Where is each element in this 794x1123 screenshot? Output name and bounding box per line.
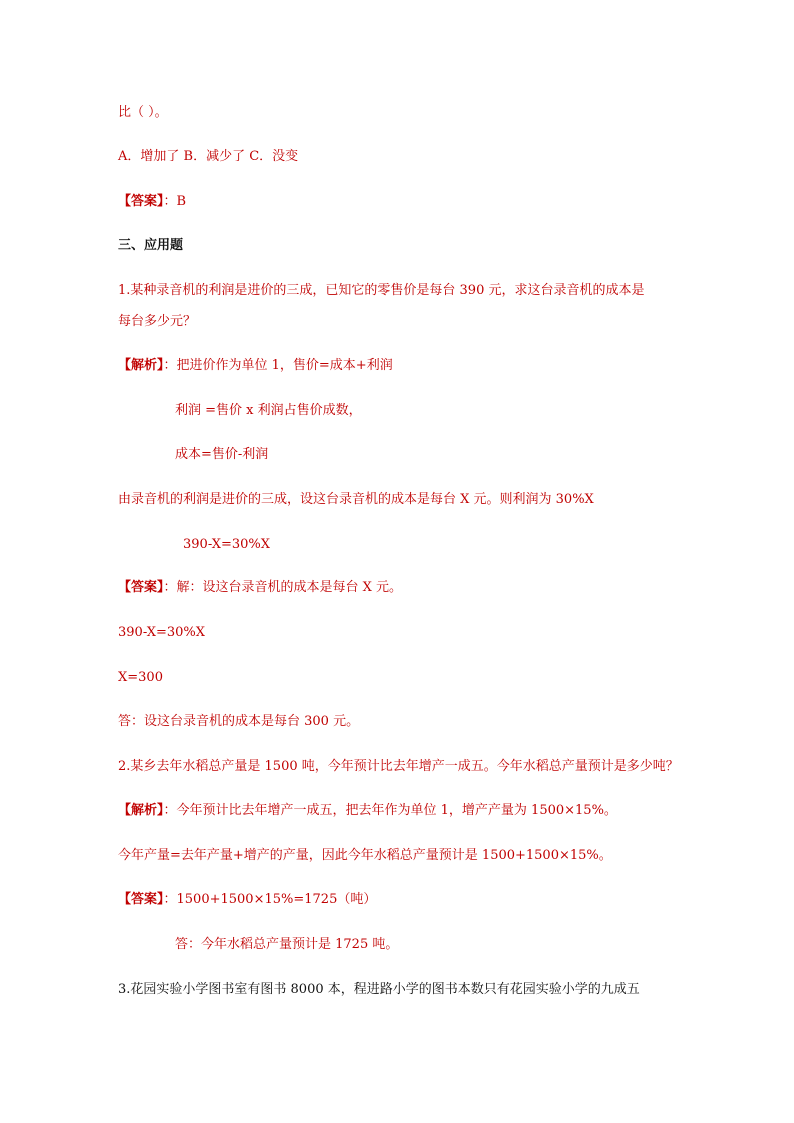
answer-tag: 【答案】	[118, 580, 164, 595]
q1-equation-1: 390-X=30%X	[118, 625, 206, 640]
answer-text: ：解：设这台录音机的成本是每台 X 元。	[163, 580, 403, 595]
question-1-line-2: 每台多少元？	[118, 314, 197, 329]
q2-final-answer: 答：今年水稻总产量预计是 1725 吨。	[175, 937, 399, 952]
answer-tag: 【答案】	[118, 892, 164, 907]
analysis-tag: 【解析】	[118, 803, 164, 818]
analysis-text: ：今年预计比去年增产一成五，把去年作为单位 1，增产产量为 1500×15%。	[163, 803, 617, 818]
question-tail: 比（ ）。	[118, 105, 168, 120]
q2-formula-1: 今年产量=去年产量+增产的产量，因此今年水稻总产量预计是 1500+1500×15%。	[118, 848, 612, 863]
question-2: 2.某乡去年水稻总产量是 1500 吨，今年预计比去年增产一成五。今年水稻总产量预计是多少吨？	[118, 759, 679, 774]
q1-analysis-line	[118, 357, 393, 375]
answer-options: A．增加了 B．减少了 C．没变	[118, 149, 299, 164]
q1-answer-line	[118, 579, 402, 597]
analysis-text: ：把进价作为单位 1，售价=成本+利润	[163, 358, 393, 373]
q1-equation-2: X=300	[118, 670, 163, 685]
q1-formula-2: 成本=售价-利润	[175, 447, 269, 462]
answer-line-prev	[118, 193, 186, 211]
analysis-tag: 【解析】	[118, 358, 164, 373]
answer-tag: 【答案】	[118, 194, 164, 209]
section-heading: 三、应用题	[118, 238, 184, 253]
q1-final-answer: 答：设这台录音机的成本是每台 300 元。	[118, 714, 360, 729]
answer-text: ：B	[163, 194, 187, 209]
question-1-line-1: 1.某种录音机的利润是进价的三成，已知它的零售价是每台 390 元，求这台录音机的成本是	[118, 283, 645, 298]
q1-formula-3: 由录音机的利润是进价的三成，设这台录音机的成本是每台 X 元。则利润为 30%X	[118, 492, 594, 507]
q1-formula-4: 390-X=30%X	[183, 537, 271, 552]
q2-answer-line	[118, 891, 376, 909]
q1-formula-1: 利润 =售价 x 利润占售价成数，	[175, 403, 362, 418]
q2-analysis-line	[118, 802, 617, 820]
question-3: 3.花园实验小学图书室有图书 8000 本，程进路小学的图书本数只有花园实验小学的九成五	[118, 982, 640, 997]
answer-text: ：1500+1500×15%=1725（吨）	[163, 892, 377, 907]
